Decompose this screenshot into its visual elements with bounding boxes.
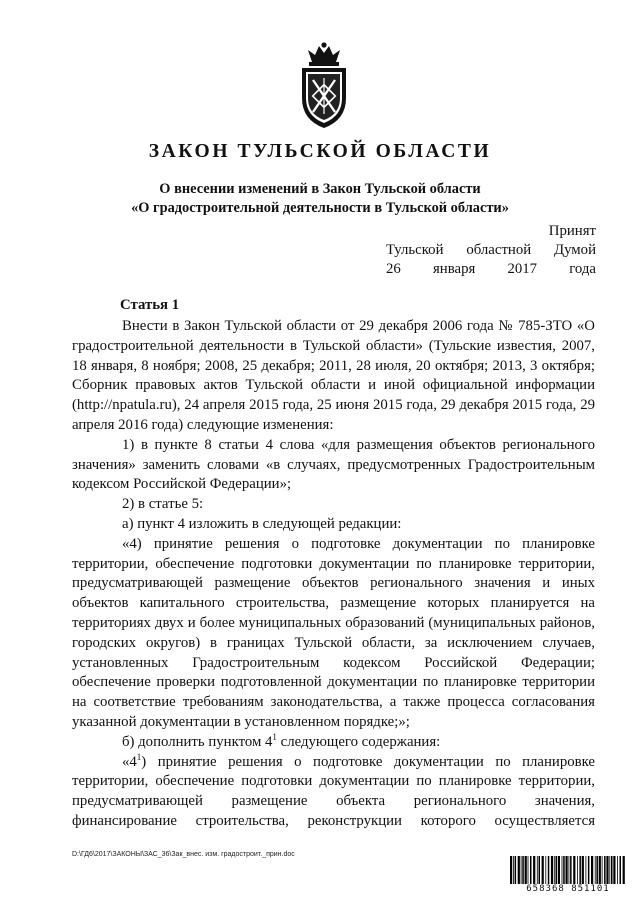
para-41-superscript: 1	[136, 751, 142, 762]
paragraph-item-a: а) пункт 4 изложить в следующей редакции:	[122, 515, 402, 532]
para-41-text: ) принятие решения о подготовке документации по планировке территории, обеспечение подготовки документации по планировке территории, предусматривающей размещение объекта регионального значения, финансирование строительства, реконструкции которого осуществляется	[72, 753, 595, 829]
paragraph-item-b	[72, 733, 595, 753]
para-b-text-2: следующего содержания:	[276, 733, 441, 750]
adopted-line-2: Тульской областной Думой	[386, 242, 596, 258]
paragraph-new-point-4-1	[72, 753, 595, 832]
para-b-superscript: 1	[272, 731, 277, 742]
barcode-number: 658368 851101	[509, 884, 627, 894]
file-path-footer: D:\ГД6\2017\ЗАКОНЫ\ЗАС_36\Зак_внес. изм. градостроит._прин.doc	[72, 851, 295, 858]
paragraph-item-1: 1) в пункте 8 статьи 4 слова «для размещения объектов регионального значения» заменить словами «в случаях, предусмотренных Градостроительным кодексом Российской Федерации»;	[72, 436, 595, 493]
article-body	[72, 317, 595, 832]
coat-of-arms-emblem	[294, 40, 354, 130]
paragraph-intro: Внести в Закон Тульской области от 29 декабря 2006 года № 785-ЗТО «О градостроительной деятельности в Тульской области» (Тульские известия, 2007, 18 января, 8 ноября; 2008, 25 декабря; 2011, 28 июля, 20 октября; 2013, 3 октября; Сборник правовых актов Тульской области и иной официальной информации (http://npatula.ru), 24 апреля 2015 года, 25 июня 2015 года, 29 декабря 2015 года, 29 апреля 2016 года) следующие изменения:	[72, 318, 595, 433]
subtitle-line-2: «О градостроительной деятельности в Тульской области»	[131, 200, 509, 216]
paragraph-new-point-4: «4) принятие решения о подготовке документации по планировке территории, обеспечение подготовки документации по планировке территории, предусматривающей размещение объектов регионального значения и иных объектов капитального строительства, размещение которых планируется на территориях двух и более муниципальных образований (муниципальных районов, городских округов) в границах Тульской области, за исключением случаев, установленных Градостроительным кодексом Российской Федерации; обеспечение проверки подготовленной документации по планировке территории на соответствие требованиям законодательства, а также процесса согласования указанной документации в установленном порядке;»;	[72, 535, 595, 730]
paragraph-item-2: 2) в статье 5:	[122, 496, 204, 513]
law-subtitle	[0, 180, 640, 218]
article-heading: Статья 1	[120, 297, 180, 313]
adopted-line-3: 26 января 2017 года	[386, 261, 596, 277]
para-b-text-1: б) дополнить пунктом 4	[122, 733, 273, 750]
subtitle-line-1: О внесении изменений в Закон Тульской области	[159, 181, 481, 197]
adoption-block	[386, 222, 596, 279]
law-title: ЗАКОН ТУЛЬСКОЙ ОБЛАСТИ	[148, 141, 492, 162]
para-41-open: «4	[122, 753, 137, 770]
adopted-line-1: Принят	[548, 223, 596, 239]
